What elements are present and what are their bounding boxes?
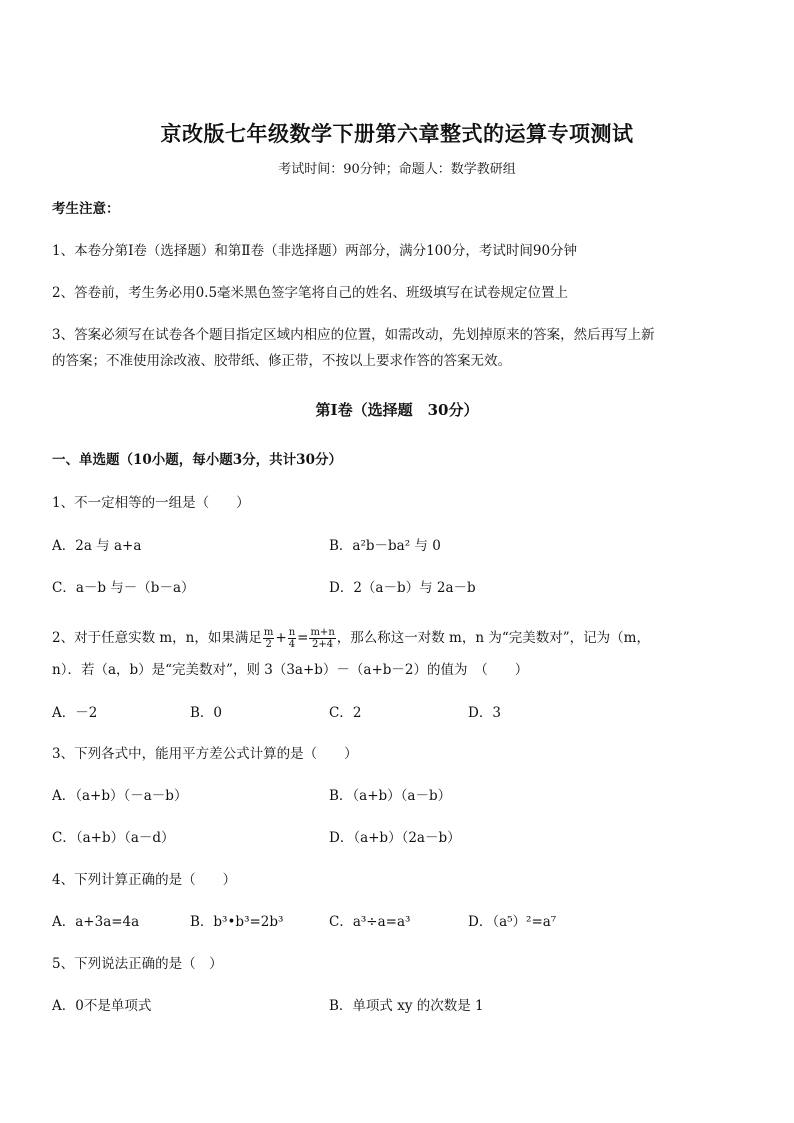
question-2-option-c: C．2 xyxy=(329,705,362,721)
question-1-stem: 1、不一定相等的一组是（ ） xyxy=(52,495,250,511)
question-4-option-d: D．（a⁵）²=a⁷ xyxy=(468,914,557,930)
question-2-option-a: A．－2 xyxy=(52,705,98,721)
question-4-option-b: B．b³•b³=2b³ xyxy=(190,914,284,930)
question-2-stem-part-a: 2、对于任意实数 m，n，如果满足 xyxy=(52,630,262,646)
question-4-stem: 4、下列计算正确的是（ ） xyxy=(52,872,237,888)
question-3-stem: 3、下列各式中，能用平方差公式计算的是（ ） xyxy=(52,746,358,762)
question-3-option-a: A．（a+b）（－a－b） xyxy=(52,788,188,804)
notice-heading: 考生注意： xyxy=(52,201,120,217)
question-5-stem: 5、下列说法正确的是（ ） xyxy=(52,956,223,972)
question-1-option-b: B．a²b－ba² 与 0 xyxy=(329,538,441,554)
question-2-stem-line2: n）．若（a，b）是“完美数对”，则 3（3a+b）－（a+b－2）的值为 （ ） xyxy=(52,662,529,678)
question-1-option-c: C．a－b 与－（b－a） xyxy=(52,580,195,596)
question-3-option-c: C．（a+b）（a－d） xyxy=(52,830,175,846)
question-5-option-b: B．单项式 xy 的次数是 1 xyxy=(329,998,484,1014)
question-1-option-a: A．2a 与 a+a xyxy=(52,538,142,554)
question-2-option-b: B．0 xyxy=(190,705,223,721)
fraction-m-over-2: $\frac{m}{2}$ xyxy=(263,627,274,650)
question-3-option-b: B．（a+b）（a－b） xyxy=(329,788,452,804)
question-1-option-d: D．2（a－b）与 2a－b xyxy=(329,580,476,596)
fraction-sum: $\frac{m+n}{2+4}$ xyxy=(310,627,335,650)
section-title: 第Ⅰ卷（选择题 30分） xyxy=(315,401,479,419)
question-4-option-a: A．a+3a=4a xyxy=(52,914,140,930)
notice-item-2: 2、答卷前，考生务必用0.5毫米黑色签字笔将自己的姓名、班级填写在试卷规定位置上 xyxy=(52,285,569,301)
fraction-n-over-4: $\frac{n}{4}$ xyxy=(288,627,296,650)
question-3-option-d: D．（a+b）（2a－b） xyxy=(329,830,461,846)
question-4-option-c: C．a³÷a=a³ xyxy=(329,914,411,930)
question-2-stem-line1: 2、对于任意实数 m，n，如果满足 $\frac{m}{2}$ + $\frac{n}{4}$ = $\frac{m+n}{2+4}$ ，那么称这一对数 m，n 为“完美数对”，记为（m， xyxy=(52,627,650,650)
notice-item-3: 3、答案必须写在试卷各个题目指定区域内相应的位置，如需改动，先划掉原来的答案，然后再写上新 xyxy=(52,327,655,343)
question-2-option-d: D．3 xyxy=(468,705,501,721)
page-title: 京改版七年级数学下册第六章整式的运算专项测试 xyxy=(160,121,634,146)
question-5-option-a: A．0不是单项式 xyxy=(52,998,152,1014)
part-heading: 一、单选题（10小题，每小题3分，共计30分） xyxy=(52,452,342,468)
notice-item-1: 1、本卷分第Ⅰ卷（选择题）和第Ⅱ卷（非选择题）两部分，满分100分，考试时间90分钟 xyxy=(52,243,578,259)
notice-item-3-cont: 的答案；不准使用涂改液、胶带纸、修正带，不按以上要求作答的答案无效。 xyxy=(52,353,511,369)
question-2-stem-part-b: ，那么称这一对数 m，n 为“完美数对”，记为（m， xyxy=(336,630,650,646)
exam-info: 考试时间：90分钟；命题人：数学教研组 xyxy=(278,162,516,177)
